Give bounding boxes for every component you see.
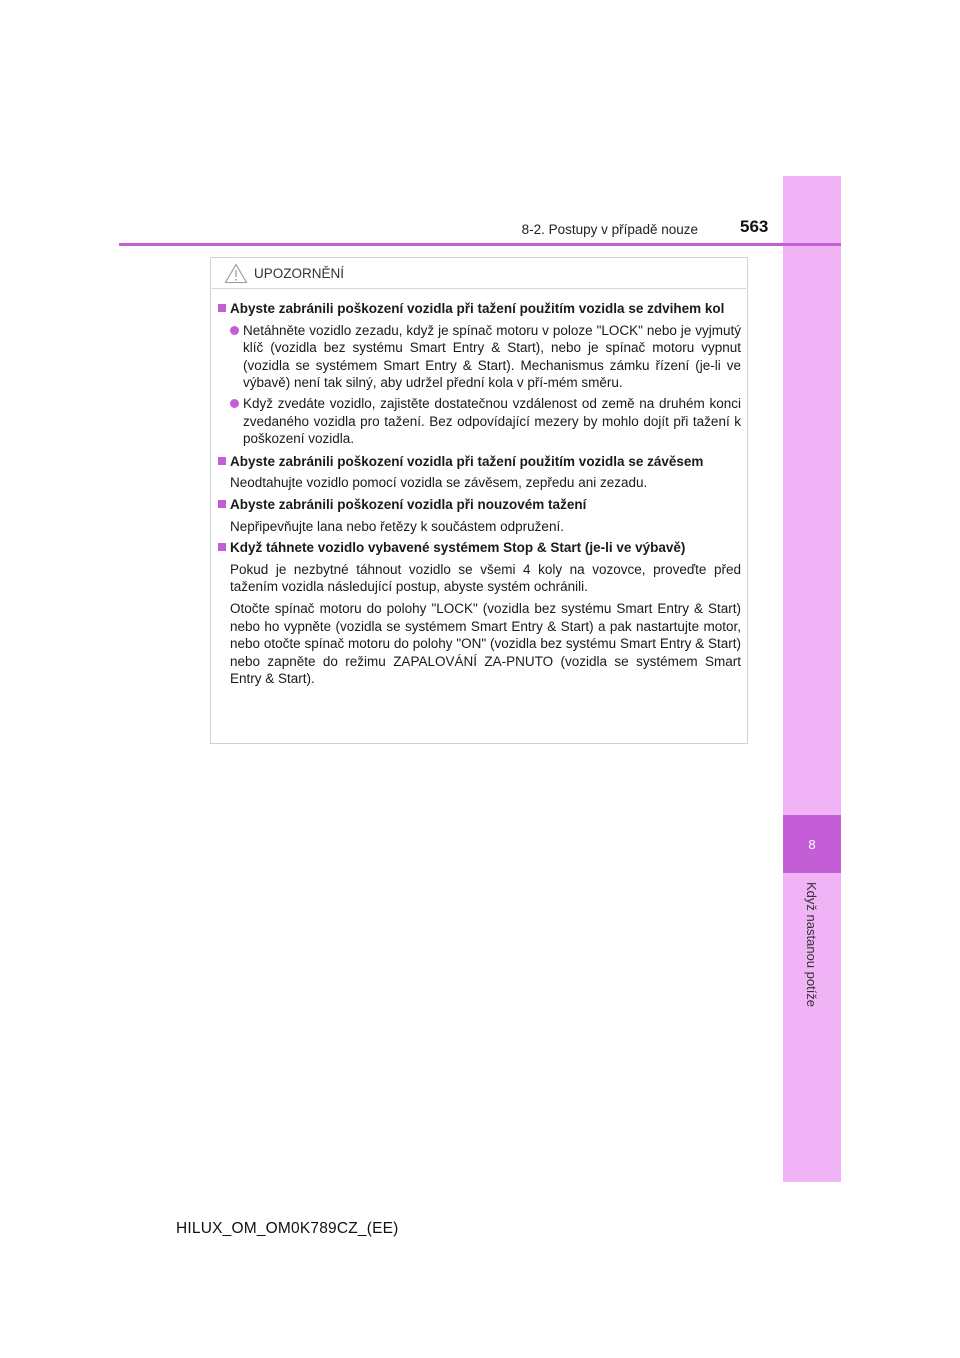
caution-item (218, 496, 741, 514)
warning-triangle-icon (224, 263, 248, 284)
bullet-text: Netáhněte vozidlo zezadu, když je spínač motoru v poloze "LOCK" nebo je vyjmutý klíč (vozidla bez systému Smart Entry & Start), nebo je spínač motoru vypnut (vozidla se systémem Smart Entry & Start). Mechanismus zámku řízení (je-li ve výbavě) není tak silný, aby udržel přední kola v pří-mém směru. (243, 322, 741, 391)
caution-paragraph: Neodtahujte vozidlo pomocí vozidla se závěsem, zepředu ani zezadu. (230, 475, 648, 491)
chapter-label-text: Když nastanou potíže (804, 882, 819, 1008)
caution-header (211, 258, 747, 288)
caution-paragraph: Pokud je nezbytné táhnout vozidlo se všemi 4 koly na vozovce, proveďte před tažením vozidla následující postup, abyste systém ochránili. (230, 561, 741, 595)
square-bullet-icon (218, 543, 226, 551)
caution-body (211, 289, 747, 688)
caution-item (218, 300, 741, 318)
caution-item (218, 453, 741, 471)
document-code: HILUX_OM_OM0K789CZ_(EE) (176, 1220, 399, 1237)
caution-paragraph: Nepřipevňujte lana nebo řetězy k součástem odpružení. (230, 518, 564, 534)
caution-paragraph: Otočte spínač motoru do polohy "LOCK" (vozidla bez systému Smart Entry & Start) nebo ho vypněte (vozidla se systémem Smart Entry & Start) a pak nastartujte motor, nebo otočte spínač motoru do polohy "ON" (vozidla bez systému Smart Entry & Start) nebo zapněte do režimu ZAPALOVÁNÍ ZA-PNUTO (vozidla se systémem Smart Entry & Start). (230, 600, 741, 687)
square-bullet-icon (218, 500, 226, 508)
page-number: 563 (740, 217, 769, 236)
square-bullet-icon (218, 457, 226, 465)
section-title: 8-2. Postupy v případě nouze (521, 222, 698, 237)
header-rule (119, 243, 841, 246)
circle-bullet-icon (230, 399, 239, 408)
bullet-text: Když zvedáte vozidlo, zajistěte dostatečnou vzdálenost od země na druhém konci zvedaného vozidla pro tažení. Bez odpovídající mezery by mohlo dojít při tažení k poškození vozidla. (243, 395, 741, 447)
square-bullet-icon (218, 304, 226, 312)
caution-item (218, 539, 741, 557)
caution-title: UPOZORNĚNÍ (254, 265, 345, 281)
caution-item-heading: Abyste zabránili poškození vozidla při tažení použitím vozidla se zdvihem kol (230, 301, 725, 316)
bullet-item (218, 322, 741, 392)
caution-item-heading: Když táhnete vozidlo vybavené systémem Stop & Start (je-li ve výbavě) (230, 540, 686, 556)
caution-item-heading: Abyste zabránili poškození vozidla při nouzovém tažení (230, 496, 587, 512)
chapter-number-badge: 8 (783, 815, 841, 873)
bullet-item (218, 395, 741, 448)
circle-bullet-icon (230, 326, 239, 335)
caution-box (210, 257, 748, 744)
caution-item-heading: Abyste zabránili poškození vozidla při tažení použitím vozidla se závěsem (230, 453, 704, 469)
chapter-side-tab (783, 176, 841, 1182)
